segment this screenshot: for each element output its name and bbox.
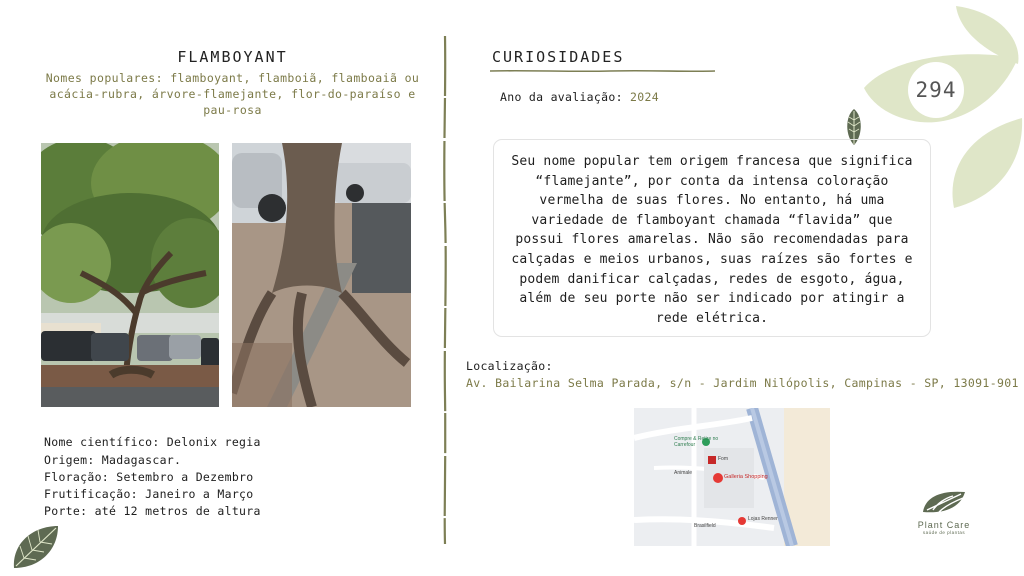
map-label-brasilfield: Brasilfield [694,523,716,529]
plant-care-logo [906,488,982,535]
origin: Origem: Madagascar. [44,453,182,467]
species-title: FLAMBOYANT [177,48,288,66]
vertical-divider [440,36,450,544]
title-underline [490,68,715,74]
logo-leaf-icon [919,488,969,516]
flowering: Floração: Setembro a Dezembro [44,470,254,484]
section-title: CURIOSIDADES [492,48,625,66]
species-details [44,434,424,520]
logo-name: Plant Care [917,520,971,530]
map-label-renner: Lojas Renner [748,516,778,522]
year-value: 2024 [630,90,659,104]
scientific-name: Nome científico: Delonix regia [44,435,261,449]
location-address: Av. Bailarina Selma Parada, s/n - Jardim Nilópolis, Campinas - SP, 13091-901 [466,376,1019,390]
map-label-carrefour: Compre & Retire no Carrefour [674,436,719,448]
tree-canopy-photo [41,143,219,407]
decorative-leaf-bottom-left [10,522,62,572]
tree-trunk-photo [232,143,411,407]
evaluation-year [500,90,659,104]
size: Porte: até 12 metros de altura [44,504,261,518]
popular-names: Nomes populares: flamboyant, flamboiã, flamboaiã ou acácia-rubra, árvore-flamejante, flor-do-paraíso e pau-rosa [45,71,420,117]
map-label-animale: Animale [674,470,693,476]
fruiting: Frutificação: Janeiro a Março [44,487,254,501]
logo-tagline: saúde de plantas [922,530,966,535]
curiosity-card [493,139,931,337]
page-number-badge: 294 [915,78,957,102]
map-label-galleria: Galleria Shopping [724,474,768,480]
map-label-fom: Fom [718,456,728,462]
location-map[interactable] [634,408,830,546]
year-label: Ano da avaliação: [500,90,623,104]
curiosity-text: Seu nome popular tem origem francesa que significa “flamejante”, por conta da intensa coloração vermelha de suas flores. No entanto, há uma variedade de flamboyant chamada “flavida” que possui flores amarelas. Não são recomendadas para calçadas e meios urbanos, suas raízes são fortes e podem danificar calçadas, redes de esgoto, água, além de seu porte não ser indicado por atingir a rede elétrica. [511,154,913,326]
location-label: Localização: [466,359,553,373]
